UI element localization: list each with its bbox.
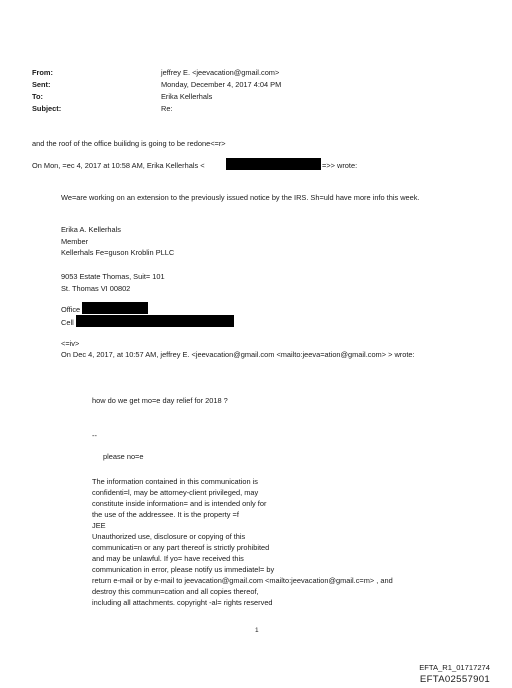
redaction-email-1 [226, 158, 321, 170]
signature-title: Member [61, 237, 89, 246]
to-value: Erika Kellerhals [161, 92, 213, 101]
address-line-2: St. Thomas VI 00802 [61, 284, 131, 293]
redaction-cell-phone [76, 315, 234, 327]
body-line-roof: and the roof of the office builidng is going to be redone<=r> [32, 139, 226, 148]
disclaimer-line: Unauthorized use, disclosure or copying of this [92, 532, 246, 541]
redaction-office-phone [82, 302, 148, 314]
address-line-1: 9053 Estate Thomas, Suit= 101 [61, 272, 165, 281]
quote1-prefix: On Mon, =ec 4, 2017 at 10:58 AM, Erika Kellerhals < [32, 161, 205, 170]
div-tag: <=iv> [61, 339, 80, 348]
disclaimer-line: including all attachments. copyright -al= rights reserved [92, 598, 273, 607]
question-line: how do we get mo=e day relief for 2018 ? [92, 396, 228, 405]
to-label: To: [32, 92, 43, 101]
subject-value: Re: [161, 104, 173, 113]
from-value: jeffrey E. <jeevacation@gmail.com> [161, 68, 280, 77]
disclaimer-line: JEE [92, 521, 106, 530]
please-note: please no=e [103, 452, 144, 461]
disclaimer-line: constitute inside information= and is intended only for [92, 499, 267, 508]
message-irs: We=are working on an extension to the previously issued notice by the IRS. Sh=uld have more info this week. [61, 193, 420, 202]
disclaimer-line: communicati=n or any part thereof is strictly prohibited [92, 543, 270, 552]
disclaimer-line: the use of the addressee. It is the property =f [92, 510, 239, 519]
signature-firm: Kellerhals Fe=guson Kroblin PLLC [61, 248, 175, 257]
bates-number-2: EFTA02557901 [419, 674, 490, 685]
disclaimer-line: and may be unlawful. If yo= have received this [92, 554, 244, 563]
page-number: 1 [255, 627, 259, 634]
subject-label: Subject: [32, 104, 62, 113]
quote1-suffix: =>> wrote: [322, 161, 358, 170]
signature-name: Erika A. Kellerhals [61, 225, 121, 234]
from-label: From: [32, 68, 53, 77]
sent-value: Monday, December 4, 2017 4:04 PM [161, 80, 282, 89]
disclaimer-line: return e-mail or by e-mail to jeevacation@gmail.com <mailto:jeevacation@gmail.c=m> , and [92, 576, 393, 585]
disclaimer-line: destroy this commun=cation and all copies thereof, [92, 587, 259, 596]
office-label: Office [61, 305, 81, 314]
bates-number-1: EFTA_R1_01717274 [419, 663, 490, 672]
disclaimer-line: confidenti=l, may be attorney-client privileged, may [92, 488, 259, 497]
quote2-line: On Dec 4, 2017, at 10:57 AM, jeffrey E. <jeevacation@gmail.com <mailto:jeeva=ation@gmail.com> > wrote: [61, 350, 415, 359]
cell-label: Cell [61, 318, 74, 327]
disclaimer-line: communication in error, please notify us immediatel= by [92, 565, 275, 574]
dashes: -- [92, 431, 97, 440]
sent-label: Sent: [32, 80, 51, 89]
disclaimer-line: The information contained in this communication is [92, 477, 258, 486]
